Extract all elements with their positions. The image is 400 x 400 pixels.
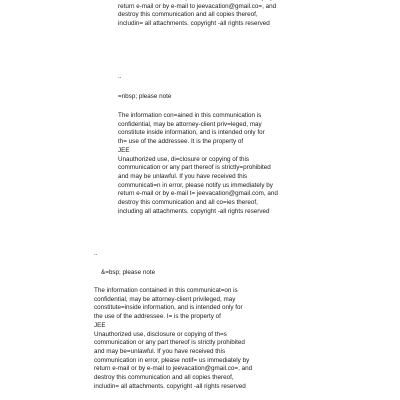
please-note-heading: =nbsp; please note: [118, 93, 172, 100]
disclaimer-line: and may be=unlawful. If you have received this: [94, 347, 226, 355]
disclaimer-line: return e-mail or by e-mail to jeevacation@gmail.co=, and: [118, 2, 277, 10]
top-disclaimer-fragment: [118, 0, 276, 29]
disclaimer-block-2: [94, 287, 252, 391]
disclaimer-line: JEE: [94, 321, 106, 329]
disclaimer-line: Unauthorized use, di=closure or copying of this: [118, 155, 250, 163]
ellipsis-marker: ..: [94, 250, 98, 257]
disclaimer-line: and may be unlawful. If you have received this: [118, 172, 248, 180]
disclaimer-line: including all attachments. copyright -all rights reserved: [118, 207, 270, 215]
disclaimer-line: constitute=inside information, and is intended only for: [94, 304, 243, 312]
disclaimer-line: the use of the addressee. I= is the property of: [94, 313, 221, 321]
disclaimer-line: communication in error, please notif= us immediately by: [94, 356, 250, 364]
disclaimer-line: return e-mail or by e-mail t= jeevacation@gmail.com, and: [118, 190, 278, 198]
disclaimer-line: return e-mail or by e-mail to jeevacation@gmail.co=, and: [94, 365, 253, 373]
disclaimer-line: confidential, may be attorney-client priv=leged, may: [118, 120, 262, 128]
please-note-heading: &=bsp; please note: [101, 269, 156, 276]
disclaimer-line: The information contained in this communicat=on is: [94, 287, 238, 294]
ellipsis-marker: ..: [118, 73, 122, 80]
disclaimer-line: includin= all attachments. copyright -all rights reserved: [118, 20, 270, 28]
disclaimer-line: constitute inside information, and is intended only for: [118, 129, 265, 137]
disclaimer-line: destroy this communication and all co=ies thereof,: [118, 199, 258, 207]
disclaimer-line: The information con=ained in this communication is: [118, 112, 262, 119]
disclaimer-line: destroy this communication and all copies thereof,: [94, 374, 234, 382]
disclaimer-line: communication or any part thereof is strictly=prohibited: [118, 164, 271, 172]
disclaimer-line: includin= all attachments. copyright -all rights reserved: [94, 382, 246, 390]
disclaimer-line: communication or any part thereof is strictly prohibited: [94, 339, 245, 347]
disclaimer-block-1: [118, 112, 278, 216]
disclaimer-line: JEE: [118, 146, 130, 154]
disclaimer-line: confidential, may be attorney-client privileged, may: [94, 295, 236, 303]
disclaimer-line: Unauthorized use, disclosure or copying of th=s: [94, 330, 227, 338]
disclaimer-line: th= use of the addressee. It is the property of: [118, 138, 244, 146]
disclaimer-line: communicati=n in error, please notify us immediately by: [118, 181, 273, 189]
disclaimer-line: destroy this communication and all copies thereof,: [118, 11, 258, 19]
